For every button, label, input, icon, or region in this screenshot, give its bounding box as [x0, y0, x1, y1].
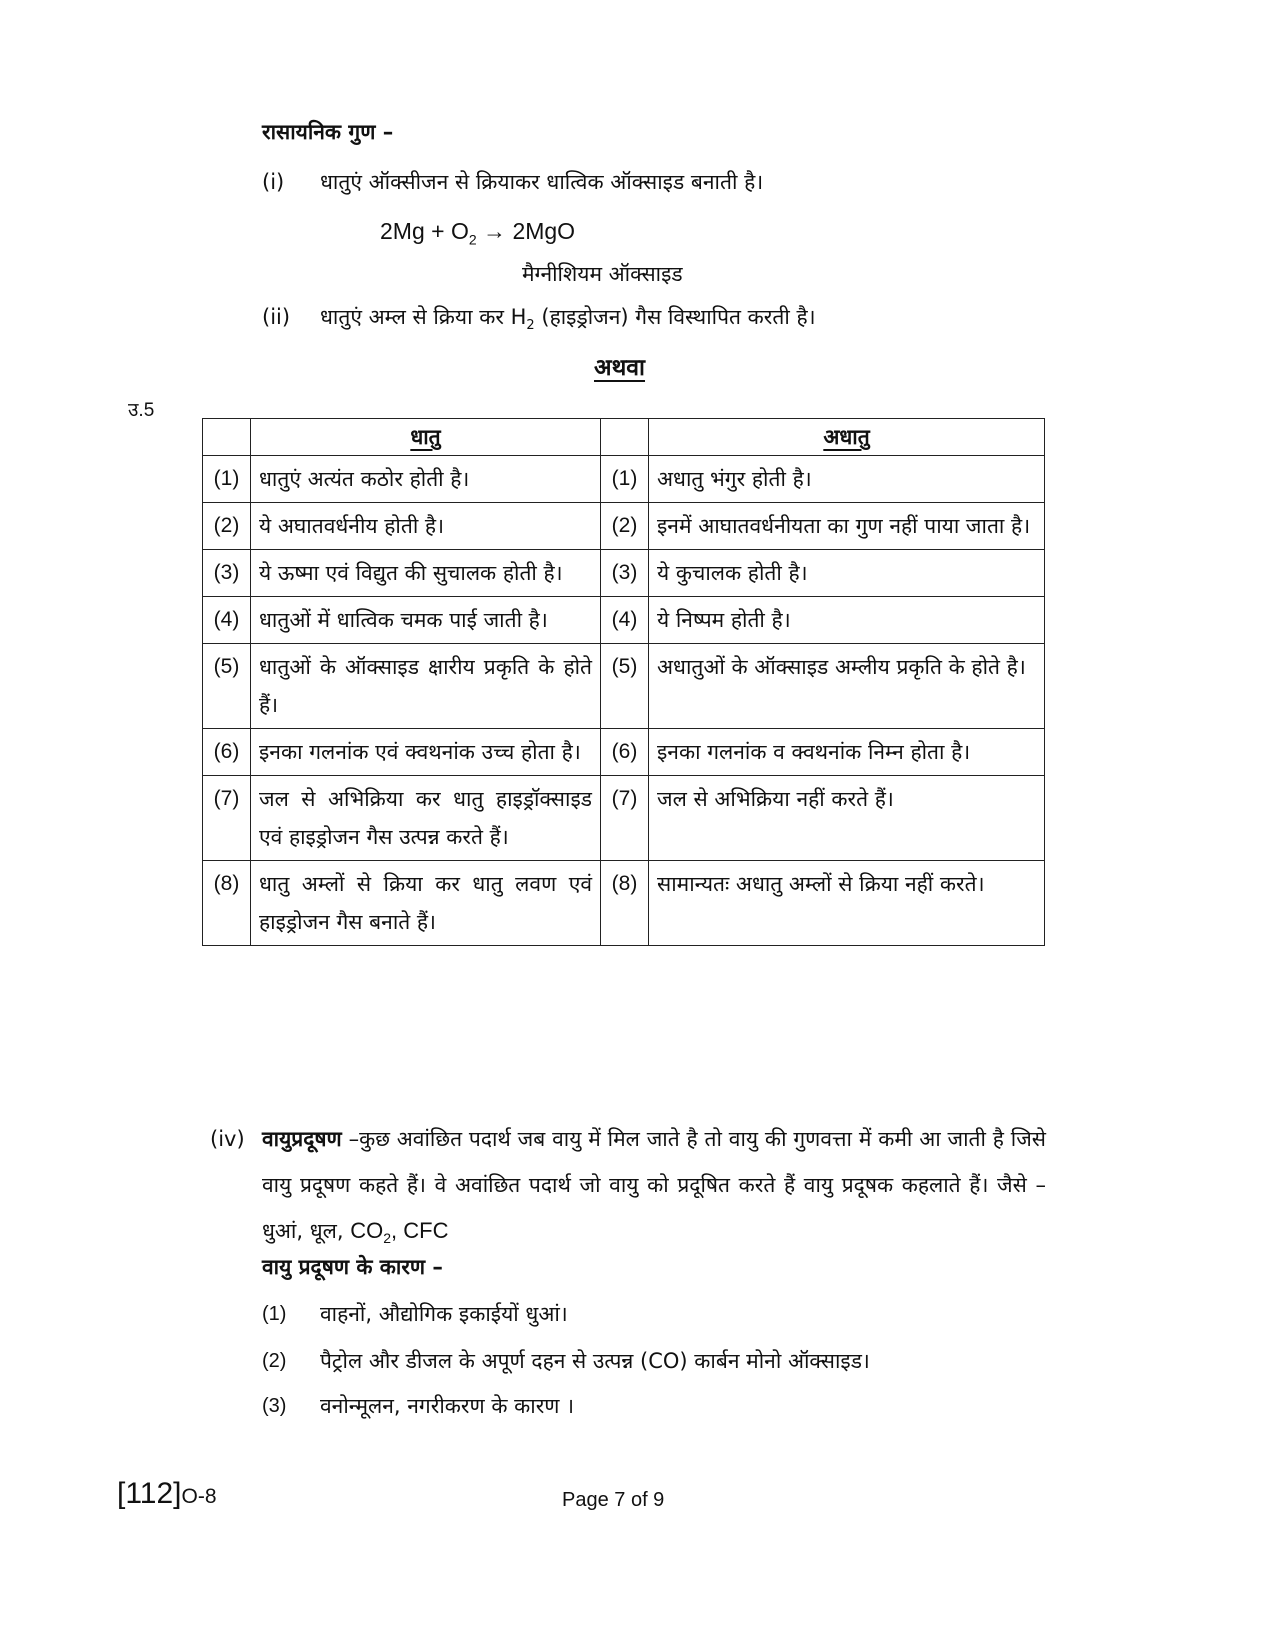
cause-text: वनोन्मूलन, नगरीकरण के कारण ।: [320, 1394, 575, 1418]
row-number: (3): [203, 550, 251, 597]
equation-lhs: 2Mg + O: [380, 218, 469, 244]
page-number: Page 7 of 9: [562, 1489, 665, 1511]
nonmetal-cell: अधातु भंगुर होती है।: [649, 456, 1045, 503]
table-row: [203, 644, 1045, 729]
list-marker: (3): [262, 1395, 287, 1417]
property-text-after: (हाइड्रोजन) गैस विस्थापित करती है।: [534, 305, 816, 329]
table-row: [203, 776, 1045, 861]
row-number: (1): [601, 456, 649, 503]
metal-cell: ये अघातवर्धनीय होती है।: [251, 503, 601, 550]
row-number: (1): [203, 456, 251, 503]
section-marker: (iv): [210, 1127, 245, 1151]
list-marker: (2): [262, 1350, 287, 1372]
property-text: धातुएं ऑक्सीजन से क्रियाकर धात्विक ऑक्साइड बनाती है।: [320, 170, 764, 194]
product-name: मैग्नीशियम ऑक्साइड: [522, 262, 683, 286]
equation-rhs: 2MgO: [512, 218, 576, 244]
paper-code-suffix: O-8: [181, 1485, 217, 1508]
cause-text: वाहनों, औद्योगिक इकाईयों धुआं।: [320, 1302, 568, 1326]
nonmetal-cell: ये निष्पम होती है।: [649, 597, 1045, 644]
metal-cell: धातु अम्लों से क्रिया कर धातु लवण एवं हाइड्रोजन गैस बनाते हैं।: [251, 861, 601, 946]
table-row: [203, 597, 1045, 644]
cause-text: पैट्रोल और डीजल के अपूर्ण दहन से उत्पन्न (CO) कार्बन मोनो ऑक्साइड।: [320, 1349, 870, 1373]
example-co2: CO: [350, 1218, 384, 1243]
row-number: (2): [203, 503, 251, 550]
metal-cell: धातुओं के ऑक्साइड क्षारीय प्रकृति के होते हैं।: [251, 644, 601, 729]
equation-subscript: 2: [468, 231, 477, 248]
table-header-row: [203, 419, 1045, 456]
property-text: [320, 305, 816, 334]
row-number: (5): [203, 644, 251, 729]
row-number: (4): [601, 597, 649, 644]
row-number: (7): [601, 776, 649, 861]
nonmetal-cell: इनका गलनांक व क्वथनांक निम्न होता है।: [649, 729, 1045, 776]
header-num: [203, 419, 251, 456]
row-number: (3): [601, 550, 649, 597]
nonmetal-cell: ये कुचालक होती है।: [649, 550, 1045, 597]
metal-nonmetal-table: [202, 418, 1045, 946]
header-nonmetal: [649, 419, 1045, 456]
header-metal: [251, 419, 601, 456]
chemical-equation: [380, 218, 575, 248]
metal-cell: जल से अभिक्रिया कर धातु हाइड्रॉक्साइड एवं हाइड्रोजन गैस उत्पन्न करते हैं।: [251, 776, 601, 861]
property-text-before: धातुएं अम्ल से क्रिया कर H: [320, 305, 527, 329]
paper-code-main: [112]: [117, 1477, 182, 1510]
table-row: [203, 861, 1045, 946]
causes-heading: वायु प्रदूषण के कारण –: [262, 1255, 443, 1279]
or-heading: अथवा: [594, 355, 646, 381]
metal-cell: धातुओं में धात्विक चमक पाई जाती है।: [251, 597, 601, 644]
header-metal-label: धातु: [410, 425, 441, 449]
nonmetal-cell: इनमें आघातवर्धनीयता का गुण नहीं पाया जाता है।: [649, 503, 1045, 550]
nonmetal-cell: सामान्यतः अधातु अम्लों से क्रिया नहीं करते।: [649, 861, 1045, 946]
metal-cell: इनका गलनांक एवं क्वथनांक उच्च होता है।: [251, 729, 601, 776]
air-pollution-definition: –कुछ अवांछित पदार्थ जब वायु में मिल जाते है तो वायु की गुणवत्ता में कमी आ जाती है जिसे वायु प्रदूषण कहते हैं। वे अवांछित पदार्थ जो वायु को प्रदूषित करते हैं वायु प्रदूषक कहलाते हैं। जैसे – धुआं, धूल,: [262, 1127, 1046, 1243]
list-marker: (ii): [262, 305, 291, 329]
example-cfc: , CFC: [391, 1218, 449, 1243]
header-num: [601, 419, 649, 456]
metal-cell: ये ऊष्मा एवं विद्युत की सुचालक होती है।: [251, 550, 601, 597]
paper-code: [117, 1477, 217, 1511]
subscript: 2: [526, 318, 535, 334]
air-pollution-term: वायुप्रदूषण: [262, 1127, 342, 1151]
header-nonmetal-label: अधातु: [823, 425, 870, 449]
list-marker: (1): [262, 1303, 287, 1325]
table-row: [203, 729, 1045, 776]
nonmetal-cell: जल से अभिक्रिया नहीं करते हैं।: [649, 776, 1045, 861]
reaction-arrow: →: [483, 218, 507, 244]
table-row: [203, 456, 1045, 503]
row-number: (6): [601, 729, 649, 776]
question-label: उ.5: [128, 400, 155, 421]
table-row: [203, 550, 1045, 597]
row-number: (8): [601, 861, 649, 946]
row-number: (2): [601, 503, 649, 550]
air-pollution-paragraph: [262, 1116, 1046, 1261]
row-number: (7): [203, 776, 251, 861]
row-number: (8): [203, 861, 251, 946]
co2-subscript: 2: [383, 1230, 392, 1247]
list-marker: (i): [262, 170, 285, 194]
row-number: (6): [203, 729, 251, 776]
table-row: [203, 503, 1045, 550]
nonmetal-cell: अधातुओं के ऑक्साइड अम्लीय प्रकृति के होते है।: [649, 644, 1045, 729]
row-number: (5): [601, 644, 649, 729]
row-number: (4): [203, 597, 251, 644]
chemical-properties-heading: रासायनिक गुण –: [262, 120, 394, 144]
metal-cell: धातुएं अत्यंत कठोर होती है।: [251, 456, 601, 503]
